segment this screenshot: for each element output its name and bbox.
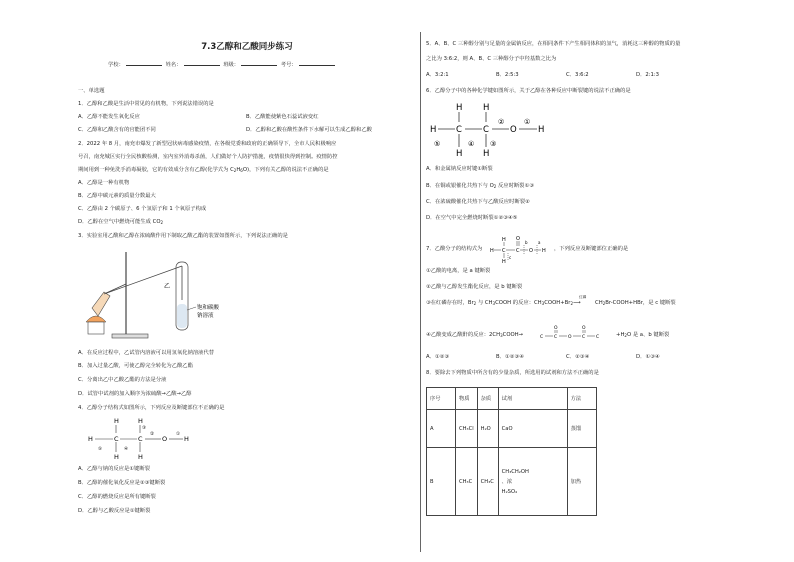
- q6-option-b: [426, 183, 534, 190]
- q2-line-3: [78, 167, 329, 174]
- q7-s3-sub-2: 3: [492, 301, 496, 306]
- q2-option-b: B．乙醇中碳元素的质量分数最大: [78, 193, 156, 199]
- page-title: 7.3乙醇和乙酸同步练习: [201, 42, 293, 52]
- q8-row-b-reagent: [498, 448, 567, 516]
- q7-s3-part-b: 与 CH: [476, 300, 493, 306]
- atom-h-bottom-2: H: [138, 453, 143, 461]
- column-divider: [420, 32, 421, 552]
- q2-option-d-sub: 2: [160, 220, 164, 225]
- bond-label-1: ①: [176, 432, 181, 437]
- q8-row-b-impurity: CH₃C: [477, 448, 498, 516]
- atom-h-right: H: [184, 435, 189, 443]
- section-heading: 一、单选题: [78, 88, 105, 94]
- q5-option-c: C．3:6:2: [566, 72, 589, 78]
- q4-option-c: C．乙醇的燃烧反应是所有键断裂: [78, 494, 156, 500]
- q2-line-3c: O)，下列有关乙醇的说法不正确的是: [242, 167, 329, 173]
- q1-stem: 1．乙醇和乙酸是生活中常见的有机物，下列说法错误的是: [78, 101, 214, 107]
- q7-reaction-arrow: 红磷 ⟶: [573, 295, 587, 306]
- q8-row-a-no: A: [427, 410, 456, 448]
- q7-s3-part-f: Br-COOH+HBr，是 c 键断裂: [605, 300, 676, 306]
- q1-option-a: A．乙醇不能发生氧化反应: [78, 114, 140, 120]
- q8-table-header-row: [427, 388, 597, 410]
- test-tube-b-solution: [177, 304, 187, 328]
- q3-stem: 3．实验室用乙酸和乙醇在浓硫酸作用下制取乙酸乙酯的装置如图所示，下列说法正确的是: [78, 233, 288, 239]
- q6-stem: 6．乙醇分子中的各种化学键如图所示，关于乙醇在各种反应中断裂键的说法不正确的是: [426, 88, 631, 94]
- q8-table: [426, 387, 597, 516]
- atom-c-1: C: [114, 435, 119, 443]
- q7-option-d: D．①③④: [636, 354, 660, 360]
- q7-h-right: H: [542, 248, 546, 254]
- school-field[interactable]: [126, 60, 162, 66]
- atom-h-top-2: H: [138, 417, 143, 425]
- q7-s4-part-b: COOH→: [502, 332, 524, 338]
- q6-option-d: D．在空气中完全燃烧时断裂①②③④⑤: [426, 215, 518, 221]
- anh-o-1: O: [554, 326, 558, 331]
- q4-option-d: D．乙醇与乙酸反应是①键断裂: [78, 508, 151, 514]
- q4-stem: 4．乙醇分子结构式如图所示，下列反应及断键部位不正确的是: [78, 405, 225, 411]
- q2-option-d-text: D．乙醇在空气中燃烧可能生成 CO: [78, 219, 161, 225]
- q8-row-b-no: B: [427, 448, 456, 516]
- q7-acetic-acid-structure: [490, 233, 552, 265]
- q7-option-c: C．②③④: [566, 354, 590, 360]
- q8-row-b-substance: CH₃C: [456, 448, 478, 516]
- q2-option-c: C．乙醇由 2 个碳原子、6 个氢原子和 1 个氧原子构成: [78, 206, 207, 212]
- anh-o-2: O: [582, 326, 586, 331]
- q8-row-a-method: 蒸馏: [567, 410, 596, 448]
- q7-statement-1: ①乙酸的电离，是 a 键断裂: [426, 268, 491, 274]
- class-field[interactable]: [241, 60, 277, 66]
- q4-option-a: A．乙醇与钠的反应是①键断裂: [78, 466, 150, 472]
- label-solution-2: 钠溶液: [197, 313, 214, 319]
- q8-header-substance: 物质: [456, 388, 478, 410]
- q7-s4-part-d: O 是 a、b 键断裂: [626, 332, 670, 338]
- bond-label-2: ②: [150, 432, 155, 437]
- q7-o-double: O: [516, 236, 520, 242]
- q7-h-left: H: [490, 248, 494, 254]
- q8-header-method: 方法: [567, 388, 596, 410]
- delivery-tube: [104, 266, 182, 294]
- q2-sub-6: 6: [240, 168, 243, 173]
- q2-option-a: A．乙醇是一种有机物: [78, 180, 130, 186]
- alcohol-lamp: [88, 322, 104, 334]
- exam-no-field[interactable]: [299, 60, 335, 66]
- flame: [86, 316, 106, 322]
- bond-label-3: ③: [142, 426, 147, 431]
- q7-c-1: C: [502, 248, 506, 254]
- q7-s4-sub-2: 2: [624, 333, 627, 338]
- q6-option-c: C．在浓硫酸催化共热下与乙酸反应时断裂②: [426, 199, 530, 205]
- q2-line-3b: H: [236, 167, 241, 173]
- q6-h-left: H: [430, 125, 437, 135]
- q8-row-b-reagent-1: CH₃CH₂OH: [501, 468, 529, 475]
- q7-statement-3: [426, 295, 676, 307]
- atom-o: O: [162, 435, 168, 443]
- q2-line-3a: 期间用到一种免洗手消毒凝胶，它的有效成分含有乙醇(化学式为 C: [78, 167, 234, 173]
- q7-anhydride-structure: [540, 324, 612, 344]
- q7-stem: 7．乙酸分子的结构式为: [426, 246, 483, 252]
- q2-line-2: 号召，南充城区实行全民核酸检测，室内室外消毒杀菌，人们做好个人防护措施，疫情很快得到控制。疫情防控: [78, 154, 338, 160]
- q3-option-c: C．分离出乙中乙酸乙酯的方法是分液: [78, 377, 167, 383]
- q2-option-d: [78, 219, 163, 226]
- q7-bond-b: b: [525, 240, 528, 245]
- q8-table-row-a: [427, 410, 597, 448]
- atom-h-bottom-1: H: [114, 453, 119, 461]
- q7-reaction-condition: 红磷: [579, 295, 587, 299]
- q8-header-reagent: 试剂: [498, 388, 567, 410]
- q4-structure-diagram: [84, 414, 194, 462]
- q6-bond-5: ⑤: [434, 140, 441, 148]
- name-field[interactable]: [184, 60, 220, 66]
- atom-c-2: C: [138, 435, 143, 443]
- q7-s3-part-c: COOH 的反应：CH: [495, 300, 542, 306]
- bond-label-4: ④: [124, 447, 129, 452]
- q6-bond-1: ①: [524, 118, 531, 126]
- q6-h-right: H: [538, 125, 545, 135]
- q7-s3-part-a: ③在红磷存在时，Br: [426, 300, 474, 306]
- school-label: 学校：: [108, 62, 124, 68]
- q7-statement-2: ②乙酸与乙醇发生酯化反应，是 b 键断裂: [426, 284, 523, 290]
- q8-header-impurity: 杂质: [477, 388, 498, 410]
- q7-o-single: O: [529, 248, 533, 254]
- q6-structure-diagram: [426, 98, 566, 160]
- q6-option-a: A．和金属钠反应时键①断裂: [426, 166, 493, 172]
- q5-option-d: D．2:1:3: [636, 72, 660, 78]
- label-solution-1: 饱和碳酸: [197, 305, 220, 311]
- q6-option-b-sub: 2: [493, 184, 497, 189]
- anh-c-1: C: [540, 335, 544, 340]
- stand-base: [112, 334, 148, 338]
- q3-apparatus-diagram: [84, 244, 234, 344]
- q6-option-b-text-2: 反应时断裂①③: [496, 183, 534, 189]
- q8-row-b-reagent-2: 、浓: [501, 478, 513, 485]
- q3-option-b: B．加入过量乙酸，可使乙醇完全转化为乙酸乙酯: [78, 363, 193, 369]
- name-label: 姓名：: [165, 62, 182, 68]
- anh-o-bridge: O: [568, 335, 572, 340]
- student-info: [108, 60, 337, 69]
- q6-option-b-text-1: B．在铜或银催化共热下与 O: [426, 183, 494, 189]
- q5-line-1: 5．A、B、C 三种醇分别与足量的金属钠反应，在相同条件下产生相同体积的氢气，消耗这三种醇的物质的量: [426, 41, 681, 47]
- q7-c-2: C: [516, 248, 520, 254]
- right-column: [426, 0, 776, 562]
- q6-bond-2: ②: [498, 118, 505, 126]
- class-label: 班级：: [223, 62, 240, 68]
- q7-bond-a: a: [538, 240, 541, 245]
- q6-h-bottom-1: H: [456, 149, 463, 159]
- q7-option-b: B．①②③④: [496, 354, 524, 360]
- q7-s3-sub-1: 2: [473, 301, 477, 306]
- q8-stem: 8．要除去下列物质中所含有的少量杂质，所选用的试剂和方法不正确的是: [426, 370, 599, 376]
- q7-statement-4-tail: [616, 332, 669, 339]
- q7-s4-part-a: ④乙酸变成乙酸酐的反应：2CH: [426, 332, 501, 338]
- q7-s4-sub-1: 3: [500, 333, 503, 338]
- q8-row-b-reagent-3: H₂SO₄: [501, 488, 518, 495]
- q6-c-2: C: [483, 125, 489, 135]
- q8-row-a-impurity: H₂O: [477, 410, 498, 448]
- q7-bond-c: c: [509, 255, 512, 260]
- label-pointer: [187, 307, 196, 310]
- q6-bond-3: ③: [490, 140, 497, 148]
- q8-row-a-substance: CH₃Cl: [456, 410, 478, 448]
- q1-option-b: B．乙酸能使紫色石蕊试液变红: [246, 114, 319, 120]
- q5-option-b: B．2:5:3: [496, 72, 519, 78]
- q7-s3-sub-3: 3: [541, 301, 545, 306]
- q6-bond-4: ④: [468, 140, 475, 148]
- q8-row-b-method: 加热: [567, 448, 596, 516]
- q6-h-top-1: H: [456, 103, 463, 113]
- q8-table-row-b: [427, 448, 597, 516]
- q7-s3-part-e: CH: [595, 300, 603, 306]
- q2-line-1: 2．2022 年 8 月，南充市爆发了新型冠状病毒感染疫情，在各级党委和政府的正确领导下，全市人民积极响应: [78, 141, 337, 147]
- q7-h-bottom: H: [502, 259, 506, 265]
- anh-c-3: C: [582, 335, 586, 340]
- q1-option-d: D．乙醇和乙酸在酸性条件下水解可以生成乙醇和乙酸: [246, 127, 372, 133]
- left-column: [78, 0, 416, 562]
- q8-header-no: 序号: [427, 388, 456, 410]
- q7-s3-sub-4: 2: [570, 301, 574, 306]
- label-tube-b: 乙: [164, 283, 171, 290]
- q5-line-2: 之比为 3:6:2，则 A、B、C 三种醇分子中羟基数之比为: [426, 56, 557, 62]
- bond-label-5: ⑤: [98, 447, 103, 452]
- q5-option-a: A．3:2:1: [426, 72, 449, 78]
- anh-c-4: C: [596, 335, 600, 340]
- q6-h-top-2: H: [483, 103, 490, 113]
- atom-h-top-1: H: [114, 417, 119, 425]
- q6-o: O: [510, 125, 517, 135]
- q8-row-a-reagent: CaO: [498, 410, 567, 448]
- atom-h-left: H: [88, 435, 93, 443]
- q7-s4-part-c: +H: [616, 332, 625, 338]
- q7-s3-part-d: COOH+Br: [544, 300, 571, 306]
- q2-sub-2: 2: [233, 168, 237, 173]
- q7-option-a: A．①②③: [426, 354, 450, 360]
- q7-s3-sub-5: 2: [602, 301, 606, 306]
- q7-stem-tail: ，下列反应及断键部位正确的是: [554, 246, 629, 252]
- q1-option-c: C．乙醇和乙酸含有的官能团不同: [78, 127, 156, 133]
- anh-c-2: C: [554, 335, 558, 340]
- q7-h-top: H: [502, 237, 506, 243]
- q4-option-b: B．乙醇的催化氧化反应是②③键断裂: [78, 480, 166, 486]
- q3-option-d: D．试管中试剂的加入顺序为浓硫酸→乙酸→乙醇: [78, 391, 192, 397]
- exam-no-label: 考号：: [280, 62, 297, 68]
- q7-statement-4: [426, 332, 523, 339]
- q6-h-bottom-2: H: [483, 149, 490, 159]
- test-tube-a: [92, 292, 110, 316]
- q6-c-1: C: [456, 125, 462, 135]
- q3-option-a: A．在反应过程中，乙试管内溶液可以用氢氧化钠溶液代替: [78, 350, 215, 356]
